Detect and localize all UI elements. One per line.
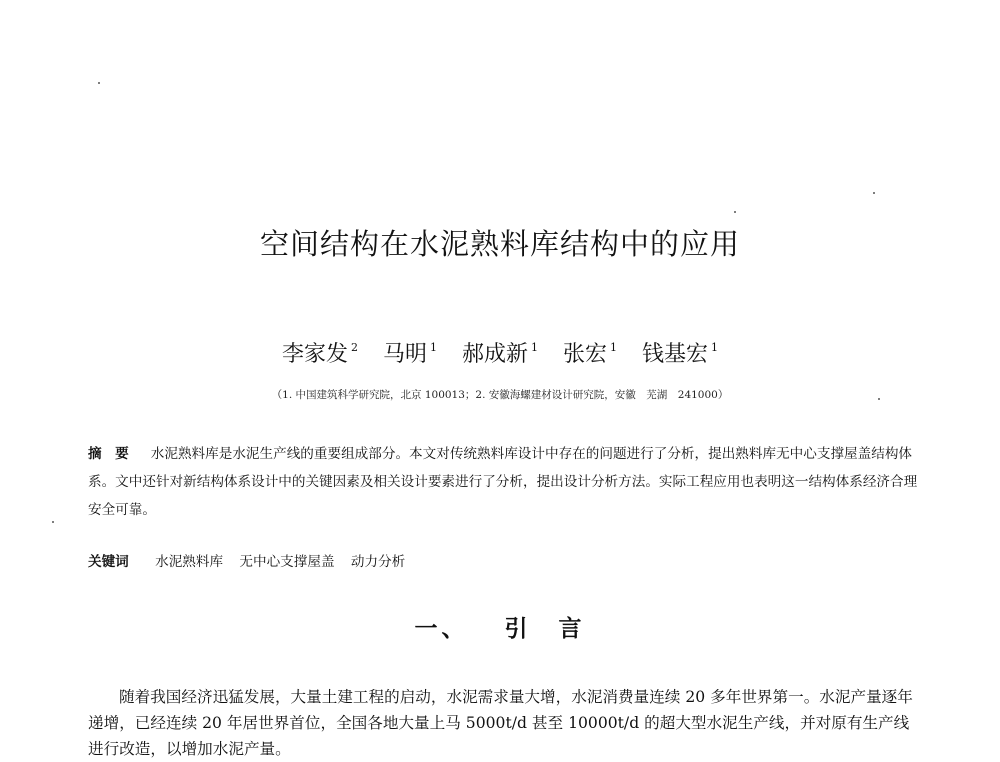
keyword: 动力分析 xyxy=(350,554,406,570)
section-number: 一、 xyxy=(414,616,469,642)
author-name: 张宏 xyxy=(563,342,608,367)
paper-title: 空间结构在水泥熟料库结构中的应用 xyxy=(259,227,740,261)
author-list xyxy=(0,337,1000,368)
scan-speck xyxy=(98,82,100,84)
author xyxy=(563,337,617,368)
section-heading xyxy=(0,610,1000,643)
author xyxy=(462,337,538,368)
author xyxy=(282,337,358,368)
author-name: 钱基宏 xyxy=(642,342,709,367)
author xyxy=(642,337,718,368)
scan-speck xyxy=(52,521,54,523)
author-affiliation-mark: 1 xyxy=(429,341,437,354)
abstract-text: 水泥熟料库是水泥生产线的重要组成部分。本文对传统熟料库设计中存在的问题进行了分析，提出熟料库无中心支撑屋盖结构体系。文中还针对新结构体系设计中的关键因素及相关设计要素进行了分析，提出设计分析方法。实际工程应用也表明这一结构体系经济合理安全可靠。 xyxy=(88,446,918,518)
keyword: 无中心支撑屋盖 xyxy=(239,554,335,570)
author-name: 郝成新 xyxy=(461,342,528,367)
author-name: 李家发 xyxy=(281,342,348,367)
keywords xyxy=(88,548,918,576)
author-affiliation-mark: 1 xyxy=(610,341,618,354)
author-name: 马明 xyxy=(382,342,427,367)
scan-speck xyxy=(734,211,736,213)
keyword: 水泥熟料库 xyxy=(155,554,224,570)
affiliations: （1. 中国建筑科学研究院，北京 100013；2. 安徽海螺建材设计研究院，安徽 芜湖 241000） xyxy=(271,389,729,401)
paragraph: 随着我国经济迅猛发展，大量土建工程的启动，水泥需求量大增，水泥消费量连续 20 多年世界第一。水泥产量逐年递增，已经连续 20 年居世界首位，全国各地大量上马 5000t/d 甚至 10000t/d 的超大型水泥生产线，并对原有生产线进行改造，以增加水泥产量。 xyxy=(88,688,913,758)
author-affiliation-mark: 1 xyxy=(711,341,719,354)
scan-speck xyxy=(873,192,875,194)
abstract-label: 摘 要 xyxy=(88,446,129,462)
section-title: 引 言 xyxy=(504,616,586,642)
body-text xyxy=(88,684,918,762)
author-affiliation-mark: 2 xyxy=(350,341,358,354)
keywords-label: 关键词 xyxy=(88,554,129,570)
abstract xyxy=(88,440,918,524)
author xyxy=(383,337,437,368)
author-affiliation-mark: 1 xyxy=(531,341,538,354)
